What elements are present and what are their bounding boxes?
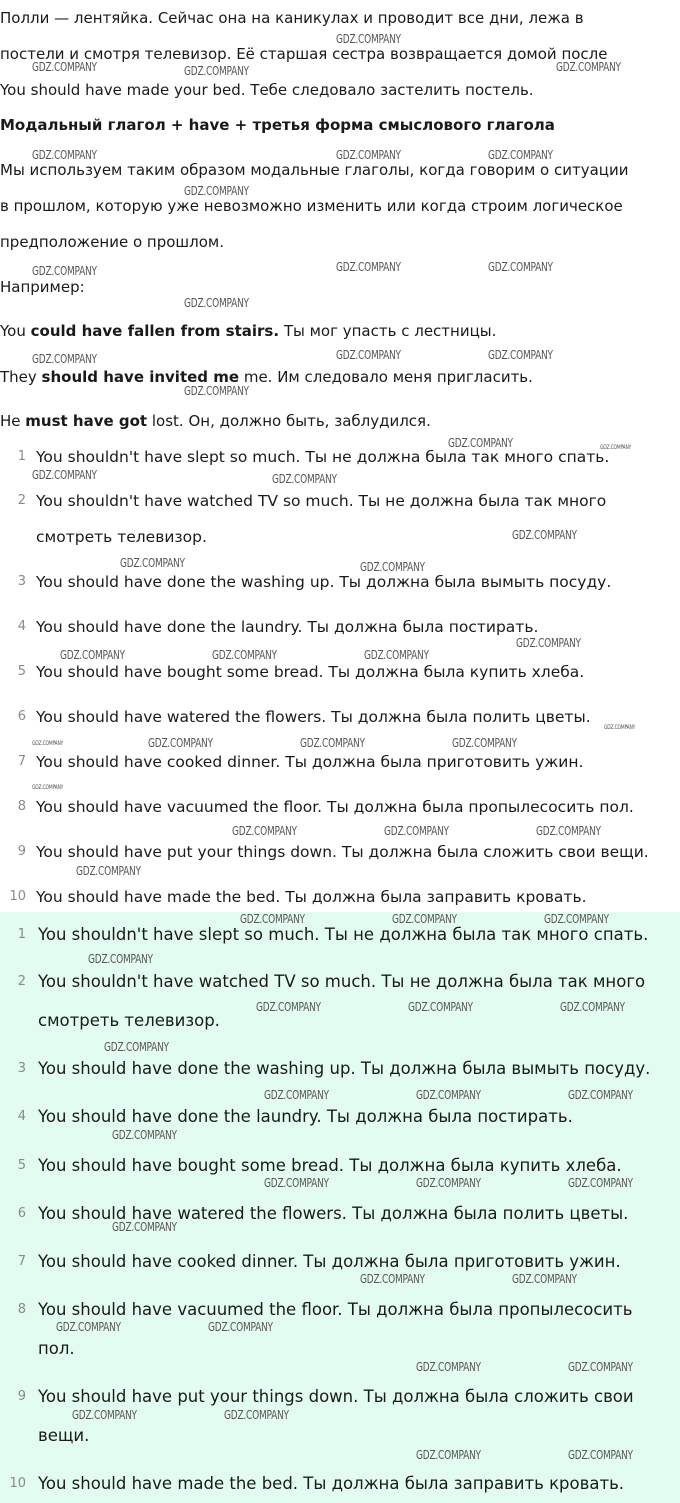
watermark: GDZ.COMPANY <box>600 444 632 451</box>
item-number: 5 <box>17 664 26 679</box>
item-number: 3 <box>17 1061 26 1076</box>
example-part: He <box>0 412 26 430</box>
example-highlight: should have invited me <box>41 368 240 386</box>
watermark: GDZ.COMPANY <box>56 1320 121 1334</box>
watermark: GDZ.COMPANY <box>448 436 513 450</box>
item-number: 9 <box>17 1389 26 1404</box>
item-text: You should have watered the flowers. Ты должна была полить цветы. <box>36 708 591 726</box>
intro-paragraph-line: Полли — лентяйка. Сейчас она на каникулах и проводит все дни, лежа в <box>0 9 584 27</box>
watermark: GDZ.COMPANY <box>224 1408 289 1422</box>
watermark: GDZ.COMPANY <box>544 912 609 926</box>
item-text: смотреть телевизор. <box>36 528 207 546</box>
item-text: You shouldn't have slept so much. Ты не должна была так много спать. <box>38 925 649 944</box>
item-text: You should have watered the flowers. Ты должна была полить цветы. <box>38 1204 629 1223</box>
item-number: 2 <box>17 493 26 508</box>
watermark: GDZ.COMPANY <box>256 1000 321 1014</box>
item-text: You should have cooked dinner. Ты должна была приготовить ужин. <box>38 1252 621 1271</box>
watermark: GDZ.COMPANY <box>364 648 429 662</box>
watermark: GDZ.COMPANY <box>336 348 401 362</box>
watermark: GDZ.COMPANY <box>184 64 249 78</box>
watermark: GDZ.COMPANY <box>416 1176 481 1190</box>
watermark: GDZ.COMPANY <box>516 636 581 650</box>
watermark: GDZ.COMPANY <box>184 384 249 398</box>
watermark: GDZ.COMPANY <box>208 1320 273 1334</box>
item-text: вещи. <box>38 1426 90 1445</box>
intro-paragraph-line: постели и смотря телевизор. Её старшая сестра возвращается домой после <box>0 45 608 63</box>
item-text: You should have bought some bread. Ты должна была купить хлеба. <box>36 663 585 681</box>
watermark: GDZ.COMPANY <box>104 1040 169 1054</box>
watermark: GDZ.COMPANY <box>184 184 249 198</box>
item-text: You shouldn't have slept so much. Ты не должна была так много спать. <box>36 448 610 466</box>
watermark: GDZ.COMPANY <box>148 736 213 750</box>
item-text: You shouldn't have watched TV so much. Ты не должна была так много <box>38 972 646 991</box>
intro-paragraph-line: You should have made your bed. Тебе следовало застелить постель. <box>0 81 534 99</box>
watermark: GDZ.COMPANY <box>604 724 636 731</box>
watermark: GDZ.COMPANY <box>32 740 64 747</box>
watermark: GDZ.COMPANY <box>488 260 553 274</box>
item-text: You should have done the laundry. Ты должна была постирать. <box>38 1107 573 1126</box>
item-number: 4 <box>17 619 26 634</box>
watermark: GDZ.COMPANY <box>488 348 553 362</box>
watermark: GDZ.COMPANY <box>536 824 601 838</box>
watermark: GDZ.COMPANY <box>360 1272 425 1286</box>
watermark: GDZ.COMPANY <box>384 824 449 838</box>
example-part: me. Им следовало меня пригласить. <box>239 368 533 386</box>
example-highlight: could have fallen from stairs. <box>30 322 280 340</box>
watermark: GDZ.COMPANY <box>272 472 337 486</box>
watermark: GDZ.COMPANY <box>240 912 305 926</box>
item-number: 10 <box>9 1476 26 1491</box>
watermark: GDZ.COMPANY <box>568 1448 633 1462</box>
item-number: 9 <box>17 844 26 859</box>
example-highlight: must have got <box>25 412 148 430</box>
watermark: GDZ.COMPANY <box>300 736 365 750</box>
item-text: You should have vacuumed the floor. Ты должна была пропылесосить <box>38 1300 633 1319</box>
watermark: GDZ.COMPANY <box>264 1176 329 1190</box>
example-part: You <box>0 322 31 340</box>
watermark: GDZ.COMPANY <box>76 864 141 878</box>
item-text: You shouldn't have watched TV so much. Ты не должна была так много <box>36 492 607 510</box>
watermark: GDZ.COMPANY <box>556 60 621 74</box>
watermark: GDZ.COMPANY <box>112 1220 177 1234</box>
item-number: 2 <box>17 974 26 989</box>
watermark: GDZ.COMPANY <box>512 1272 577 1286</box>
watermark: GDZ.COMPANY <box>416 1088 481 1102</box>
watermark: GDZ.COMPANY <box>72 1408 137 1422</box>
item-number: 5 <box>17 1158 26 1173</box>
item-number: 7 <box>17 754 26 769</box>
watermark: GDZ.COMPANY <box>32 352 97 366</box>
example-part: They <box>0 368 42 386</box>
watermark: GDZ.COMPANY <box>32 468 97 482</box>
item-text: You should have put your things down. Ты должна была сложить свои вещи. <box>36 843 649 861</box>
example-sentence <box>0 321 496 341</box>
watermark: GDZ.COMPANY <box>416 1448 481 1462</box>
item-text: You should have vacuumed the floor. Ты должна была пропылесосить пол. <box>36 798 634 816</box>
watermark: GDZ.COMPANY <box>360 560 425 574</box>
watermark: GDZ.COMPANY <box>60 648 125 662</box>
watermark: GDZ.COMPANY <box>336 32 401 46</box>
example-part: Ты мог упасть с лестницы. <box>279 322 497 340</box>
item-number: 7 <box>17 1254 26 1269</box>
item-number: 8 <box>17 1302 26 1317</box>
watermark: GDZ.COMPANY <box>568 1088 633 1102</box>
watermark: GDZ.COMPANY <box>232 824 297 838</box>
watermark: GDZ.COMPANY <box>112 1128 177 1142</box>
watermark: GDZ.COMPANY <box>336 148 401 162</box>
item-number: 10 <box>9 889 26 904</box>
item-text: You should have done the washing up. Ты должна была вымыть посуду. <box>38 1059 651 1078</box>
watermark: GDZ.COMPANY <box>88 952 153 966</box>
item-text: You should have bought some bread. Ты должна была купить хлеба. <box>38 1156 622 1175</box>
watermark: GDZ.COMPANY <box>336 260 401 274</box>
explanation-line: Мы используем таким образом модальные глаголы, когда говорим о ситуации <box>0 161 629 179</box>
explanation-line: в прошлом, которую уже невозможно изменить или когда строим логическое <box>0 197 623 215</box>
item-text: You should have cooked dinner. Ты должна была приготовить ужин. <box>36 753 584 771</box>
watermark: GDZ.COMPANY <box>32 148 97 162</box>
item-text: пол. <box>38 1339 75 1358</box>
watermark: GDZ.COMPANY <box>120 556 185 570</box>
watermark: GDZ.COMPANY <box>408 1000 473 1014</box>
item-text: You should have done the laundry. Ты должна была постирать. <box>36 618 539 636</box>
watermark: GDZ.COMPANY <box>568 1176 633 1190</box>
watermark: GDZ.COMPANY <box>392 912 457 926</box>
watermark: GDZ.COMPANY <box>452 736 517 750</box>
explanation-line: предположение о прошлом. <box>0 233 224 251</box>
watermark: GDZ.COMPANY <box>32 60 97 74</box>
watermark: GDZ.COMPANY <box>212 648 277 662</box>
watermark: GDZ.COMPANY <box>184 296 249 310</box>
item-number: 4 <box>17 1109 26 1124</box>
watermark: GDZ.COMPANY <box>560 1000 625 1014</box>
watermark: GDZ.COMPANY <box>32 784 64 791</box>
example-sentence <box>0 367 533 387</box>
watermark: GDZ.COMPANY <box>568 1360 633 1374</box>
watermark: GDZ.COMPANY <box>264 1088 329 1102</box>
item-number: 6 <box>17 1206 26 1221</box>
item-number: 1 <box>17 927 26 942</box>
item-text: You should have put your things down. Ты должна была сложить свои <box>38 1387 634 1406</box>
example-part: lost. Он, должно быть, заблудился. <box>147 412 431 430</box>
grammar-rule-heading: Модальный глагол + have + третья форма смыслового глагола <box>0 116 555 134</box>
item-text: You should have made the bed. Ты должна была заправить кровать. <box>38 1474 625 1493</box>
watermark: GDZ.COMPANY <box>416 1360 481 1374</box>
item-text: You should have made the bed. Ты должна была заправить кровать. <box>36 888 587 906</box>
item-number: 3 <box>17 574 26 589</box>
example-sentence <box>0 411 431 431</box>
watermark: GDZ.COMPANY <box>488 148 553 162</box>
item-number: 1 <box>17 449 26 464</box>
watermark: GDZ.COMPANY <box>32 264 97 278</box>
item-text: смотреть телевизор. <box>38 1011 220 1030</box>
watermark: GDZ.COMPANY <box>512 528 577 542</box>
example-title: Например: <box>0 278 85 296</box>
item-text: You should have done the washing up. Ты должна была вымыть посуду. <box>36 573 612 591</box>
item-number: 6 <box>17 709 26 724</box>
item-number: 8 <box>17 799 26 814</box>
